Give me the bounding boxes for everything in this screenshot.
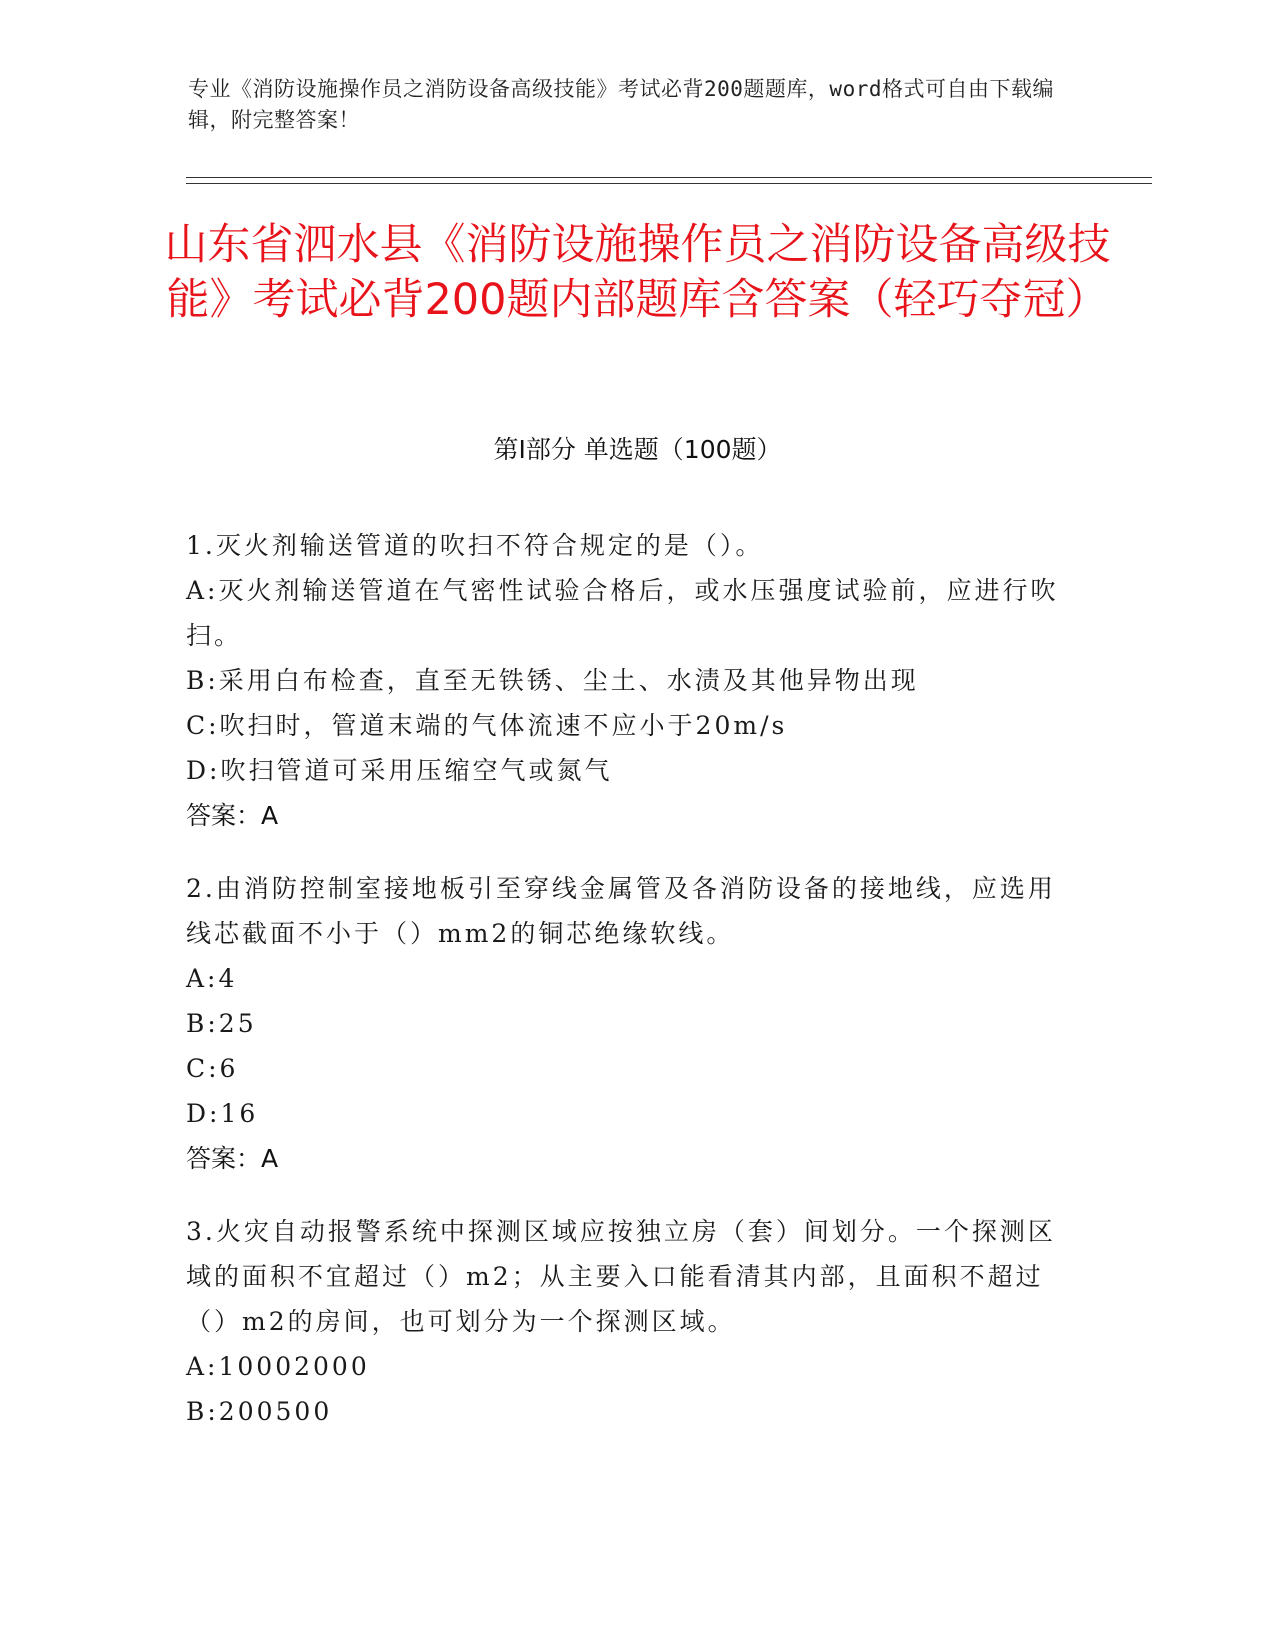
option-a: A:4 — [186, 964, 238, 993]
question-list — [186, 523, 1076, 1462]
question-stem: 3.火灾自动报警系统中探测区域应按独立房（套）间划分。一个探测区域的面积不宜超过（）m2；从主要入口能看清其内部，且面积不超过（）m2的房间，也可划分为一个探测区域。 — [186, 1217, 1056, 1336]
option-c: C:6 — [186, 1054, 239, 1083]
header-note: 专业《消防设施操作员之消防设备高级技能》考试必背200题题库，word格式可自由下载编辑，附完整答案！ — [188, 77, 1054, 132]
option-a: A:灭火剂输送管道在气密性试验合格后，或水压强度试验前，应进行吹扫。 — [186, 576, 1059, 650]
section-heading: 第Ⅰ部分 单选题（100题） — [493, 435, 782, 464]
document-title: 山东省泗水县《消防设施操作员之消防设备高级技能》考试必背200题内部题库含答案（轻巧夺冠） — [164, 220, 1111, 325]
option-d: D:吹扫管道可采用压缩空气或氮气 — [186, 756, 613, 785]
option-b: B:200500 — [186, 1397, 333, 1426]
answer: 答案：A — [186, 801, 279, 830]
question-stem: 1.灭火剂输送管道的吹扫不符合规定的是（）。 — [186, 531, 764, 560]
question-2 — [186, 866, 1076, 1181]
question-3 — [186, 1209, 1076, 1434]
header-divider — [186, 177, 1152, 184]
option-d: D:16 — [186, 1099, 259, 1128]
question-stem: 2.由消防控制室接地板引至穿线金属管及各消防设备的接地线，应选用线芯截面不小于（）mm2的铜芯绝缘软线。 — [186, 874, 1056, 948]
option-c: C:吹扫时，管道末端的气体流速不应小于20m/s — [186, 711, 788, 740]
answer: 答案：A — [186, 1144, 279, 1173]
option-b: B:采用白布检查，直至无铁锈、尘土、水渍及其他异物出现 — [186, 666, 919, 695]
option-b: B:25 — [186, 1009, 257, 1038]
question-1 — [186, 523, 1076, 838]
option-a: A:10002000 — [186, 1352, 370, 1381]
